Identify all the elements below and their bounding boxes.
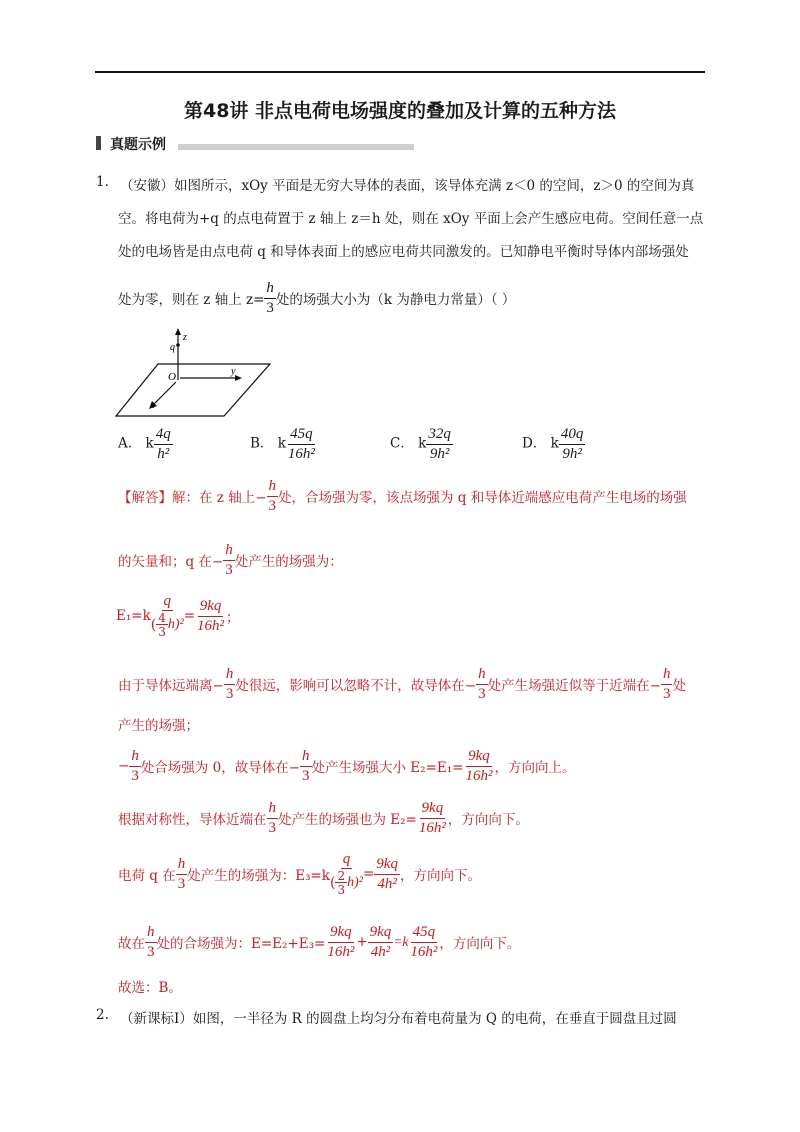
answer-line-4-d: 处 xyxy=(672,678,686,694)
answer-line-2-a: 的矢量和；q 在− xyxy=(118,554,224,570)
fraction-numerator: h xyxy=(223,542,235,561)
paren-open: ( xyxy=(330,875,336,891)
fraction-denominator: 3 xyxy=(478,685,486,702)
answer-tag: 【解答】 xyxy=(118,490,172,506)
charge-point xyxy=(176,343,180,347)
xoy-plane-figure xyxy=(110,324,280,424)
total-frac-1 xyxy=(325,924,356,960)
section-label: 真题示例 xyxy=(110,137,166,153)
option-a-num: 4q xyxy=(154,426,173,445)
four-thirds xyxy=(156,612,168,639)
fraction-denominator: 3 xyxy=(147,943,155,960)
e1-result-num: 9kq xyxy=(198,598,224,617)
label-x: x xyxy=(150,400,155,411)
option-b-fraction xyxy=(286,426,317,462)
option-d-fraction xyxy=(559,426,586,462)
option-b-label: B． xyxy=(250,435,274,452)
e3-result-num: 9kq xyxy=(374,856,400,875)
answer-line-6 xyxy=(118,748,575,784)
page-title: 第48讲 非点电荷电场强度的叠加及计算的五种方法 xyxy=(183,100,617,122)
answer-line-1-a: 解：在 z 轴上− xyxy=(172,490,267,506)
answer-line-7-a: 根据对称性，导体近端在 xyxy=(118,812,267,828)
e1-label: E₁=k xyxy=(116,608,151,625)
total-frac-2 xyxy=(368,924,394,960)
option-a[interactable] xyxy=(118,426,173,462)
option-c[interactable] xyxy=(390,426,453,462)
answer-line-1 xyxy=(118,478,687,514)
answer-line-7 xyxy=(118,800,529,836)
option-b[interactable] xyxy=(250,426,317,462)
total-frac-2-num: 9kq xyxy=(368,924,394,943)
total-frac-3-den: 16h² xyxy=(410,943,438,960)
option-d-label: D． xyxy=(522,435,547,452)
option-a-fraction xyxy=(154,426,173,462)
e2-near-fraction xyxy=(417,800,448,836)
fraction-numerator: h xyxy=(267,800,279,819)
question-1-line-4 xyxy=(118,280,515,316)
fraction-h-over-3 xyxy=(145,924,157,960)
e3-numerator: q xyxy=(342,851,351,867)
label-q: q xyxy=(170,342,175,353)
e1-result-den: 16h² xyxy=(197,617,225,634)
section-underline xyxy=(178,144,414,150)
e1-fraction xyxy=(151,594,184,639)
fraction-denominator: 3 xyxy=(225,561,233,578)
answer-line-8-b: 处产生的场强为：E₃=k xyxy=(187,868,330,885)
four-thirds-num: 4 xyxy=(158,610,166,625)
e2-den: 16h² xyxy=(465,767,493,784)
e2-near-num: 9kq xyxy=(420,800,446,819)
answer-line-7-b: 处产生的场强也为 E₂= xyxy=(278,812,417,828)
x-axis xyxy=(152,382,176,406)
fraction-numerator: h xyxy=(145,924,157,943)
question-1-number: 1. xyxy=(96,174,109,190)
question-1-line-2: 空。将电荷为+q 的点电荷置于 z 轴上 z＝h 处，则在 xOy 平面上会产生感应电荷。空间任意一点 xyxy=(118,211,704,227)
option-d-k: k xyxy=(550,435,559,452)
answer-line-2-b: 处产生的场强为： xyxy=(234,554,343,570)
e3-result-den: 4h² xyxy=(377,875,397,892)
section-marker xyxy=(96,136,101,150)
answer-line-9-c: ，方向向下。 xyxy=(439,936,521,952)
four-thirds-den: 3 xyxy=(158,625,166,640)
fraction-h-over-3 xyxy=(176,856,188,892)
fraction-numerator: h xyxy=(264,280,276,299)
answer-line-6-a: − xyxy=(118,758,130,774)
total-frac-2-den: 4h² xyxy=(370,943,391,960)
answer-line-8-c: ，方向向下。 xyxy=(399,868,481,885)
fraction-denominator: 3 xyxy=(302,767,310,784)
fraction-numerator: h xyxy=(661,666,673,685)
label-z: z xyxy=(183,332,187,343)
e3-result xyxy=(374,856,400,892)
fraction-h-over-3 xyxy=(224,666,236,702)
fraction-denominator: 3 xyxy=(131,767,139,784)
fraction-h-over-3 xyxy=(661,666,673,702)
total-frac-1-den: 16h² xyxy=(327,943,355,960)
answer-line-4-b: 处很远，影响可以忽略不计，故导体在− xyxy=(235,678,477,694)
fraction-denominator: 3 xyxy=(177,875,186,892)
fraction-h-over-3 xyxy=(264,280,276,316)
fraction-h-over-3 xyxy=(300,748,312,784)
option-b-den: 16h² xyxy=(287,445,315,462)
option-c-k: k xyxy=(418,435,427,452)
answer-line-6-b: 处合场强为 0，故导体在− xyxy=(140,760,301,776)
fraction-numerator: h xyxy=(176,856,188,875)
e1-result xyxy=(195,598,226,634)
fraction-numerator: h xyxy=(476,666,488,685)
fraction-numerator: h xyxy=(300,748,312,767)
answer-line-9-a: 故在 xyxy=(118,936,145,952)
fraction-h-over-3 xyxy=(267,800,279,836)
answer-line-5: 产生的场强； xyxy=(118,718,199,734)
answer-line-4 xyxy=(118,666,686,702)
answer-line-4-a: 由于导体远端离− xyxy=(118,678,224,694)
question-1-line-4-pre: 处为零，则在 z 轴上 z= xyxy=(118,292,265,308)
h-squared: h)² xyxy=(167,617,184,632)
two-thirds xyxy=(335,870,347,897)
fraction-denominator: 3 xyxy=(225,685,234,702)
fraction-denominator: 3 xyxy=(662,685,671,702)
total-frac-3 xyxy=(408,924,439,960)
plus-sign: + xyxy=(356,934,368,950)
label-y: y xyxy=(231,366,236,377)
fraction-numerator: h xyxy=(224,666,236,685)
h-squared: h)² xyxy=(347,875,363,890)
plane-outline xyxy=(116,364,270,416)
y-axis-arrow xyxy=(235,375,242,381)
equals-k: =k xyxy=(393,934,409,949)
answer-line-2 xyxy=(118,542,343,578)
question-2-number: 2. xyxy=(96,1007,109,1023)
question-1-line-4-post: 处的场强大小为（k 为静电力常量）（ ） xyxy=(275,292,516,308)
answer-line-7-c: ，方向向下。 xyxy=(447,812,529,828)
option-a-den: h² xyxy=(157,445,170,462)
paren-open: ( xyxy=(150,617,157,633)
e3-equals: = xyxy=(362,866,375,883)
fraction-h-over-3 xyxy=(476,666,488,702)
two-thirds-den: 3 xyxy=(337,883,346,898)
option-d-den: 9h² xyxy=(562,445,582,462)
fraction-denominator: 3 xyxy=(268,819,276,836)
fraction-numerator: h xyxy=(129,748,141,767)
label-o: O xyxy=(168,371,176,383)
e2-num: 9kq xyxy=(466,748,492,767)
fraction-h-over-3 xyxy=(267,478,279,514)
fraction-denominator: 3 xyxy=(268,497,277,514)
option-c-num: 32q xyxy=(426,426,453,445)
e3-fraction xyxy=(330,852,363,897)
option-c-label: C． xyxy=(390,435,414,452)
option-a-label: A． xyxy=(118,435,142,452)
e3-denominator xyxy=(330,869,363,897)
answer-line-6-c: 处产生场强大小 E₂=E₁= xyxy=(311,760,464,776)
option-d[interactable] xyxy=(522,426,585,462)
option-d-num: 40q xyxy=(559,426,586,445)
option-c-fraction xyxy=(426,426,453,462)
answer-choice: 故选：B。 xyxy=(118,980,182,996)
answer-e1-equation xyxy=(116,594,240,639)
header-rule xyxy=(95,71,705,73)
option-c-den: 9h² xyxy=(429,445,450,462)
fraction-h-over-3 xyxy=(129,748,141,784)
e1-numerator: q xyxy=(163,593,171,609)
answer-line-1-b: 处，合场强为零，该点场强为 q 和导体近端感应电荷产生电场的场强 xyxy=(278,490,687,506)
e1-end: ； xyxy=(226,610,240,627)
e1-equals: = xyxy=(183,608,196,625)
question-1-line-3: 处的电场皆是由点电荷 q 和导体表面上的感应电荷共同激发的。已知静电平衡时导体内部场强处 xyxy=(118,244,689,260)
z-axis-arrow xyxy=(175,328,181,335)
option-b-k: k xyxy=(277,435,286,452)
answer-line-4-c: 处产生场强近似等于近端在− xyxy=(487,678,661,694)
option-a-k: k xyxy=(145,435,154,452)
fraction-h-over-3 xyxy=(223,542,235,578)
answer-line-6-d: ，方向向上。 xyxy=(494,760,576,776)
option-b-num: 45q xyxy=(288,426,315,445)
fraction-numerator: h xyxy=(267,478,279,497)
e2-fraction xyxy=(463,748,494,784)
answer-line-8 xyxy=(118,852,481,897)
answer-line-9 xyxy=(118,924,520,960)
question-1-line-1: （安徽）如图所示，xOy 平面是无穷大导体的表面，该导体充满 z＜0 的空间，z＞0 的空间为真 xyxy=(120,178,695,194)
answer-line-8-a: 电荷 q 在 xyxy=(118,868,176,885)
e2-near-den: 16h² xyxy=(418,819,446,836)
e1-denominator xyxy=(151,611,184,639)
answer-line-9-b: 处的合场强为：E=E₂+E₃= xyxy=(156,936,326,952)
total-frac-3-num: 45q xyxy=(411,924,438,943)
fraction-denominator: 3 xyxy=(266,299,274,316)
total-frac-1-num: 9kq xyxy=(328,924,354,943)
question-2-line-1: （新课标Ⅰ）如图，一半径为 R 的圆盘上均匀分布着电荷量为 Q 的电荷，在垂直于圆盘且过圆 xyxy=(120,1011,677,1027)
two-thirds-num: 2 xyxy=(337,868,346,883)
